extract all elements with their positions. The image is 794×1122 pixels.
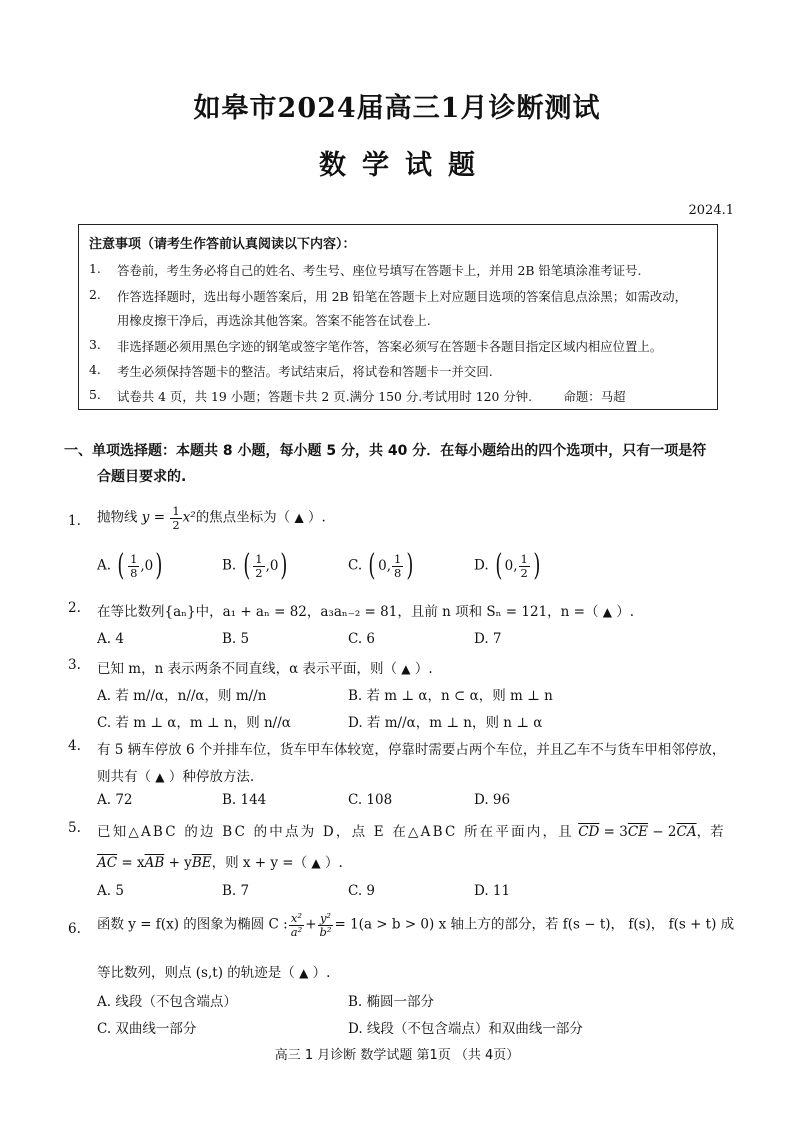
x-squared: x² xyxy=(182,509,196,526)
pair-part: 0, xyxy=(504,558,518,574)
numerator: 1 xyxy=(394,551,402,566)
fraction xyxy=(519,553,530,579)
question-1 xyxy=(0,505,794,541)
vector-ab: $\overline{AB}$ xyxy=(144,855,165,871)
denominator: 8 xyxy=(394,565,402,580)
stem-text: 的焦点坐标为（ xyxy=(195,509,291,526)
vector-ac: $\overline{AC}$ xyxy=(97,855,118,871)
stem-text: ）. xyxy=(324,855,343,871)
option-a: A. 72 xyxy=(97,792,133,808)
numerator: 1 xyxy=(130,551,138,566)
option-label: D. xyxy=(474,557,489,574)
denominator: 2 xyxy=(520,565,528,580)
question-stem-line1 xyxy=(97,912,734,938)
option-d: D. 7 xyxy=(474,631,502,647)
vector-be: $\overline{BE}$ xyxy=(191,855,212,871)
fraction xyxy=(253,553,264,579)
option-a: A. 5 xyxy=(97,883,124,899)
denominator: b² xyxy=(319,924,332,939)
eq-part: = 3 xyxy=(599,824,628,840)
option-b: B. 144 xyxy=(222,792,267,808)
option-label: C. xyxy=(348,557,363,574)
numerator: 1 xyxy=(172,504,180,518)
page-footer: 高三 1 月诊断 数学试题 第1页 （共 4页） xyxy=(274,1048,520,1063)
vector-cd: $\overline{CD}$ xyxy=(578,824,600,840)
stem-text: ）. xyxy=(616,604,635,620)
question-stem xyxy=(97,657,433,677)
exam-date: 2024.1 xyxy=(688,203,734,218)
question-6 xyxy=(0,912,794,948)
fraction-half xyxy=(170,505,181,531)
option-d: D. 11 xyxy=(474,883,511,899)
exam-subtitle: 数学试题 xyxy=(319,150,491,181)
fraction xyxy=(128,553,139,579)
question-number: 4. xyxy=(68,738,81,754)
answer-mark: ▲ xyxy=(294,510,304,525)
denominator: 8 xyxy=(130,565,138,580)
option-a: A. 4 xyxy=(97,631,124,647)
stem-text: 在等比数列{aₙ}中，a₁ + aₙ = 82，a₃aₙ₋₂ = 81，且前 n 项和 Sₙ = 121，n =（ xyxy=(97,604,599,620)
section-heading: 一、单项选择题：本题共 8 小题，每小题 5 分，共 40 分．在每小题给出的四个选项中，只有一项是符 xyxy=(64,443,707,459)
stem-text: 等比数列，则点 (s,t) 的轨迹是（ xyxy=(97,965,295,981)
question-stem-line1 xyxy=(97,820,724,840)
question-stem-line1: 有 5 辆车停放 6 个并排车位，货车甲车体较宽，停靠时需要占两个车位，并且乙车不与货车甲相邻停放， xyxy=(97,742,726,758)
answer-mark: ▲ xyxy=(602,605,612,619)
notice-item-text: 用橡皮擦干净后，再选涂其他答案。答案不能答在试卷上. xyxy=(117,313,431,328)
option-c: C. 9 xyxy=(348,883,376,899)
option-b: B. 7 xyxy=(222,883,250,899)
answer-mark: ▲ xyxy=(155,770,165,784)
question-stem xyxy=(97,600,634,620)
notice-item-text: 非选择题必须用黑色字迹的钢笔或签字笔作答，答案必须写在答题卡各题目指定区域内相应位置上。 xyxy=(117,339,663,354)
notice-box xyxy=(78,224,718,410)
stem-text: 函数 y = f(x) 的图象为椭圆 C : xyxy=(97,916,288,933)
ordered-pair: ( $\frac{1}{2}$ ,0 ) xyxy=(242,548,288,583)
notice-item-number: 1. xyxy=(89,261,101,276)
eq-part: − 2 xyxy=(648,824,677,840)
eq-part: + y xyxy=(164,855,192,871)
notice-item-number: 4. xyxy=(89,362,101,377)
eq-part: = x xyxy=(117,855,145,871)
pair-part: 0, xyxy=(378,558,392,574)
stem-text: 已知 m，n 表示两条不同直线，α 表示平面，则（ xyxy=(97,661,397,677)
question-number: 1. xyxy=(68,513,81,529)
option-c: C. 108 xyxy=(348,792,393,808)
stem-text: ）. xyxy=(312,965,331,981)
option-b: B. 5 xyxy=(222,631,250,647)
stem-text: ）. xyxy=(414,661,433,677)
denominator: 2 xyxy=(172,517,180,532)
option-c: C. 双曲线一部分 xyxy=(97,1021,197,1037)
answer-mark: ▲ xyxy=(401,662,411,676)
notice-item-number: 5. xyxy=(89,387,101,402)
answer-mark: ▲ xyxy=(299,966,309,980)
stem-text: ）. xyxy=(308,509,326,526)
notice-item-text: 试卷共 4 页，共 19 小题；答题卡共 2 页.满分 150 分.考试用时 120 分钟. 命题：马超 xyxy=(117,389,626,404)
option-label: A. xyxy=(97,557,112,574)
option-label: B. xyxy=(222,557,237,574)
question-number: 2. xyxy=(68,600,81,616)
ordered-pair: ( 0, $\frac{1}{8}$ ) xyxy=(368,548,414,583)
section-heading-cont: 合题目要求的. xyxy=(97,469,187,485)
question-number: 3. xyxy=(68,657,81,673)
numerator: 1 xyxy=(255,551,263,566)
option-b xyxy=(222,548,290,583)
stem-text: 抛物线 xyxy=(97,509,138,526)
question-stem xyxy=(97,505,326,531)
numerator: y² xyxy=(319,911,332,925)
ordered-pair: ( 0, $\frac{1}{2}$ ) xyxy=(495,548,541,583)
option-d: D. 若 m//α，m ⊥ n，则 n ⊥ α xyxy=(348,715,543,731)
option-c xyxy=(348,548,416,583)
fraction xyxy=(392,553,403,579)
eq-part: ，若 xyxy=(696,824,724,840)
option-b: B. 若 m ⊥ α，n ⊂ α，则 m ⊥ n xyxy=(348,688,553,704)
fraction-y xyxy=(318,912,334,938)
option-a: A. 线段（不包含端点） xyxy=(97,994,237,1010)
notice-item-number: 3. xyxy=(89,337,101,352)
option-a: A. 若 m//α，n//α，则 m//n xyxy=(97,688,267,704)
notice-item-text: 作答选择题时，选出每小题答案后，用 2B 铅笔在答题卡上对应题目选项的答案信息点涂黑；如需改动， xyxy=(117,289,688,304)
eq-part: ，则 x + y =（ xyxy=(211,855,308,871)
stem-text: ）种停放方法. xyxy=(168,769,255,785)
pair-part: ,0 xyxy=(265,558,279,574)
option-d: D. 96 xyxy=(474,792,511,808)
fraction-x xyxy=(289,912,304,938)
vector-ce: $\overline{CE}$ xyxy=(627,824,649,840)
vector-ca: $\overline{CA}$ xyxy=(676,824,697,840)
option-d: D. 线段（不包含端点）和双曲线一部分 xyxy=(348,1021,583,1037)
plus-sign: + xyxy=(305,916,317,933)
option-a xyxy=(97,548,165,583)
pair-part: ,0 xyxy=(140,558,154,574)
notice-item-text: 考生必须保持答题卡的整洁。考试结束后，将试卷和答题卡一并交回. xyxy=(117,364,493,379)
numerator: x² xyxy=(290,911,302,925)
equation-lhs: y = xyxy=(141,509,166,526)
notice-item-text: 答卷前，考生务必将自己的姓名、考生号、座位号填写在答题卡上，并用 2B 铅笔填涂准考证号. xyxy=(117,263,642,278)
question-4-cont xyxy=(97,765,254,785)
notice-title: 注意事项（请考生作答前认真阅读以下内容）： xyxy=(89,237,356,252)
denominator: 2 xyxy=(255,565,263,580)
exam-title: 如皋市2024届高三1月诊断测试 xyxy=(193,93,601,124)
denominator: a² xyxy=(290,924,303,939)
answer-mark: ▲ xyxy=(311,856,321,870)
option-c: C. 6 xyxy=(348,631,376,647)
question-5-cont xyxy=(97,851,343,871)
option-d xyxy=(474,548,543,583)
question-number: 6. xyxy=(68,921,81,937)
stem-text: = 1(a > b > 0) x 轴上方的部分，若 f(s − t)， f(s)， f(s + t) 成 xyxy=(334,916,735,933)
stem-text: 则共有（ xyxy=(97,769,151,785)
notice-item-number: 2. xyxy=(89,287,101,302)
stem-text: 已知△ABC 的边 BC 的中点为 D，点 E 在△ABC 所在平面内，且 xyxy=(97,824,574,840)
option-c: C. 若 m ⊥ α，m ⊥ n，则 n//α xyxy=(97,715,291,731)
question-6-cont xyxy=(97,961,330,981)
question-number: 5. xyxy=(68,820,81,836)
ordered-pair: ( $\frac{1}{8}$ ,0 ) xyxy=(117,548,163,583)
numerator: 1 xyxy=(520,551,528,566)
option-b: B. 椭圆一部分 xyxy=(348,994,435,1010)
